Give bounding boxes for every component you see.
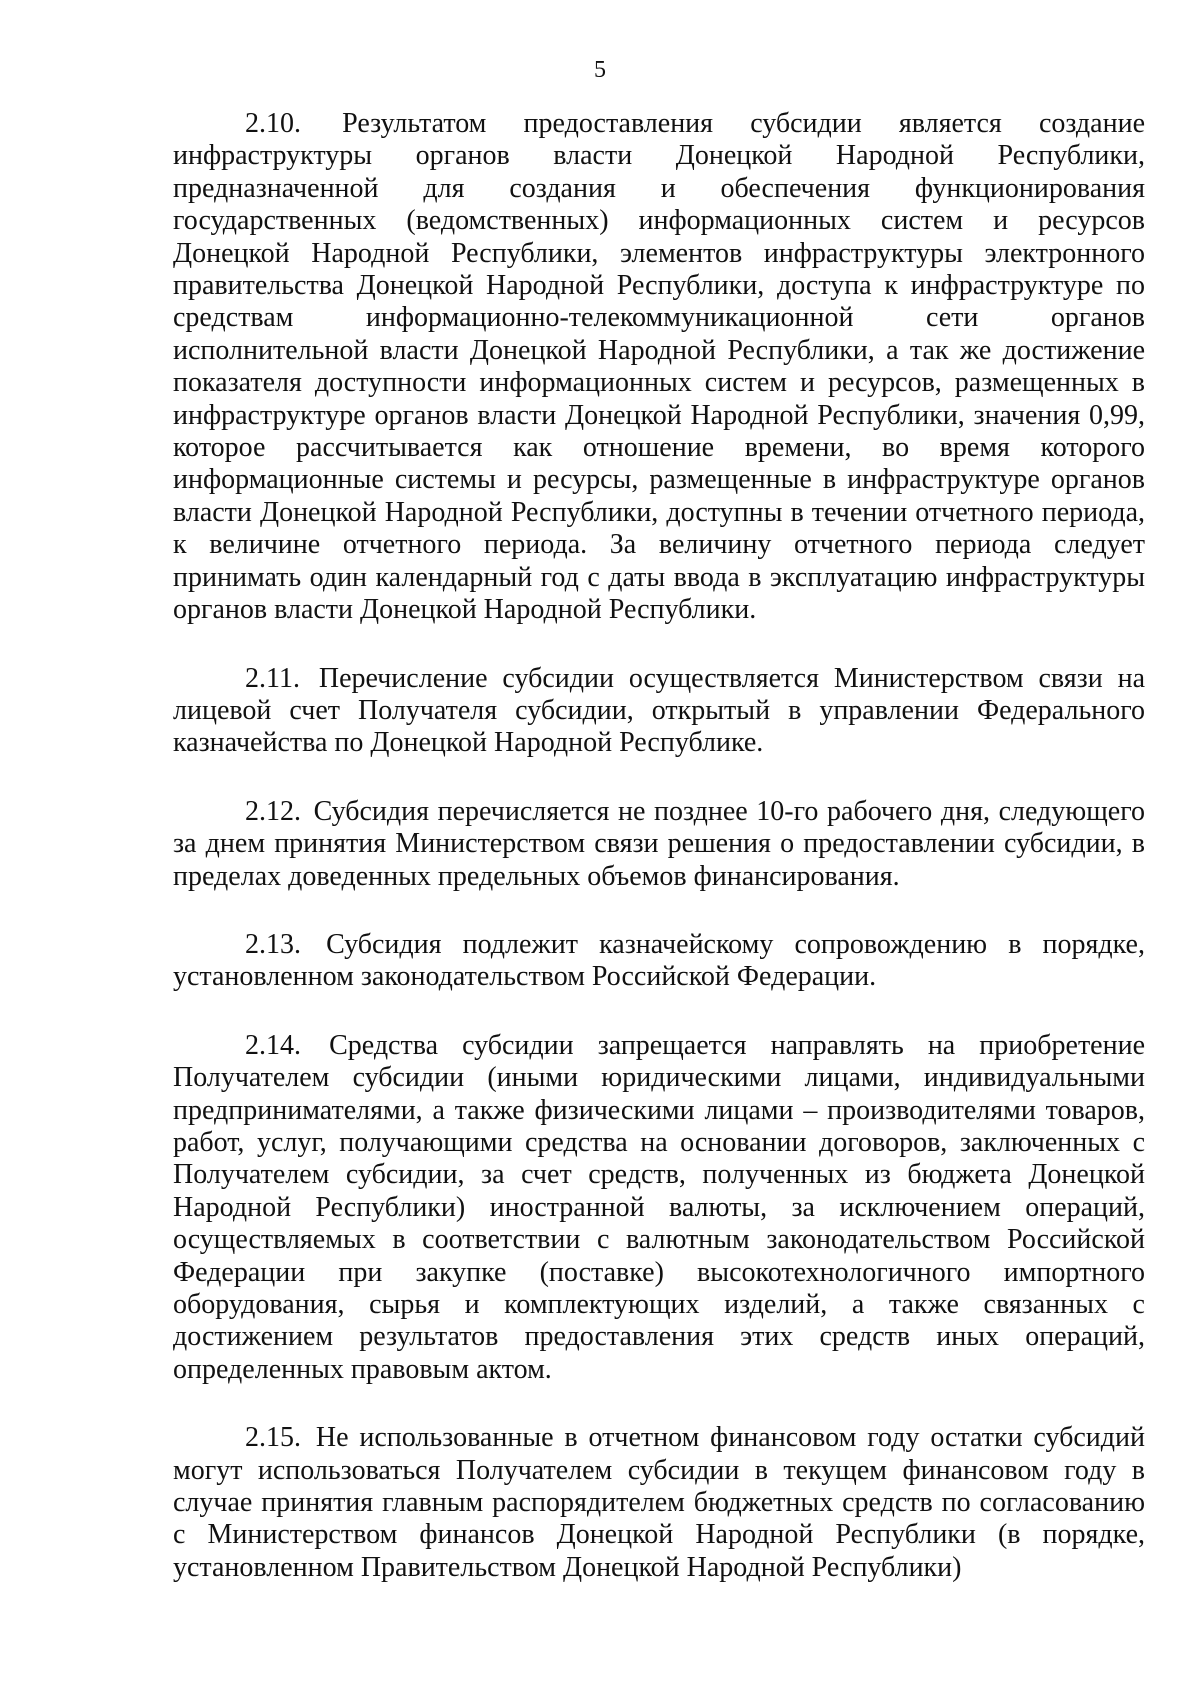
paragraph-number: 2.14. (245, 1029, 301, 1061)
paragraph-2-15 (173, 1422, 1145, 1584)
page-number: 5 (594, 57, 606, 83)
paragraph-number: 2.10. (245, 108, 301, 139)
paragraph-2-10 (173, 108, 1145, 627)
paragraph-number: 2.15. (245, 1422, 301, 1454)
paragraph-number: 2.12. (245, 795, 301, 827)
paragraph-2-14 (173, 1030, 1145, 1386)
paragraph-2-11 (173, 663, 1145, 760)
document-body (173, 108, 1145, 1584)
paragraph-text: Субсидия подлежит казначейскому сопровождению в порядке, установленном законодательством Российской Федерации. (173, 928, 1145, 993)
paragraph-text: Средства субсидии запрещается направлять на приобретение Получателем субсидии (иными юридическими лицами, индивидуальными предпринимателями, а также физическими лицами – производителями товаров, работ, услуг, получающими средства на основании договоров, заключенных с Получателем субсидии, за счет средств, полученных из бюджета Донецкой Народной Республики) иностранной валюты, за исключением операций, осуществляемых в соответствии с валютным законодательством Российской Федерации при закупке (поставке) высокотехнологичного импортного оборудования, сырья и комплектующих изделий, а также связанных с достижением результатов предоставления этих средств иных операций, определенных правовым актом. (173, 1029, 1146, 1385)
paragraph-number: 2.13. (245, 928, 301, 960)
paragraph-2-13 (173, 929, 1145, 994)
paragraph-number: 2.11. (245, 662, 300, 694)
paragraph-2-12 (173, 796, 1145, 893)
paragraph-text: Результатом предоставления субсидии является создание инфраструктуры органов власти Донецкой Народной Республики, предназначенной для создания и обеспечения функционирования государственных (ведомственных) информационных систем и ресурсов Донецкой Народной Республики, элементов инфраструктуры электронного правительства Донецкой Народной Республики, доступа к инфраструктуре по средствам информационно-телекоммуникационной сети органов исполнительной власти Донецкой Народной Республики, а так же достижение показателя доступности информационных систем и ресурсов, размещенных в инфраструктуре органов власти Донецкой Народной Республики, значения 0,99, которое рассчитывается как отношение времени, во время которого информационные системы и ресурсы, размещенные в инфраструктуре органов власти Донецкой Народной Республики, доступны в течении отчетного периода, к величине отчетного периода. За величину отчетного периода следует принимать один календарный год с даты ввода в эксплуатацию инфраструктуры органов власти Донецкой Народной Республики. (173, 108, 1145, 626)
paragraph-text: Перечисление субсидии осуществляется Министерством связи на лицевой счет Получателя субсидии, открытый в управлении Федерального казначейства по Донецкой Народной Республике. (173, 662, 1145, 759)
paragraph-text: Субсидия перечисляется не позднее 10-го рабочего дня, следующего за днем принятия Министерством связи решения о предоставлении субсидии, в пределах доведенных предельных объемов финансирования. (173, 795, 1145, 892)
paragraph-text: Не использованные в отчетном финансовом году остатки субсидий могут использоваться Получателем субсидии в текущем финансовом году в случае принятия главным распорядителем бюджетных средств по согласованию с Министерством финансов Донецкой Народной Республики (в порядке, установленном Правительством Донецкой Народной Республики) (173, 1422, 1145, 1583)
